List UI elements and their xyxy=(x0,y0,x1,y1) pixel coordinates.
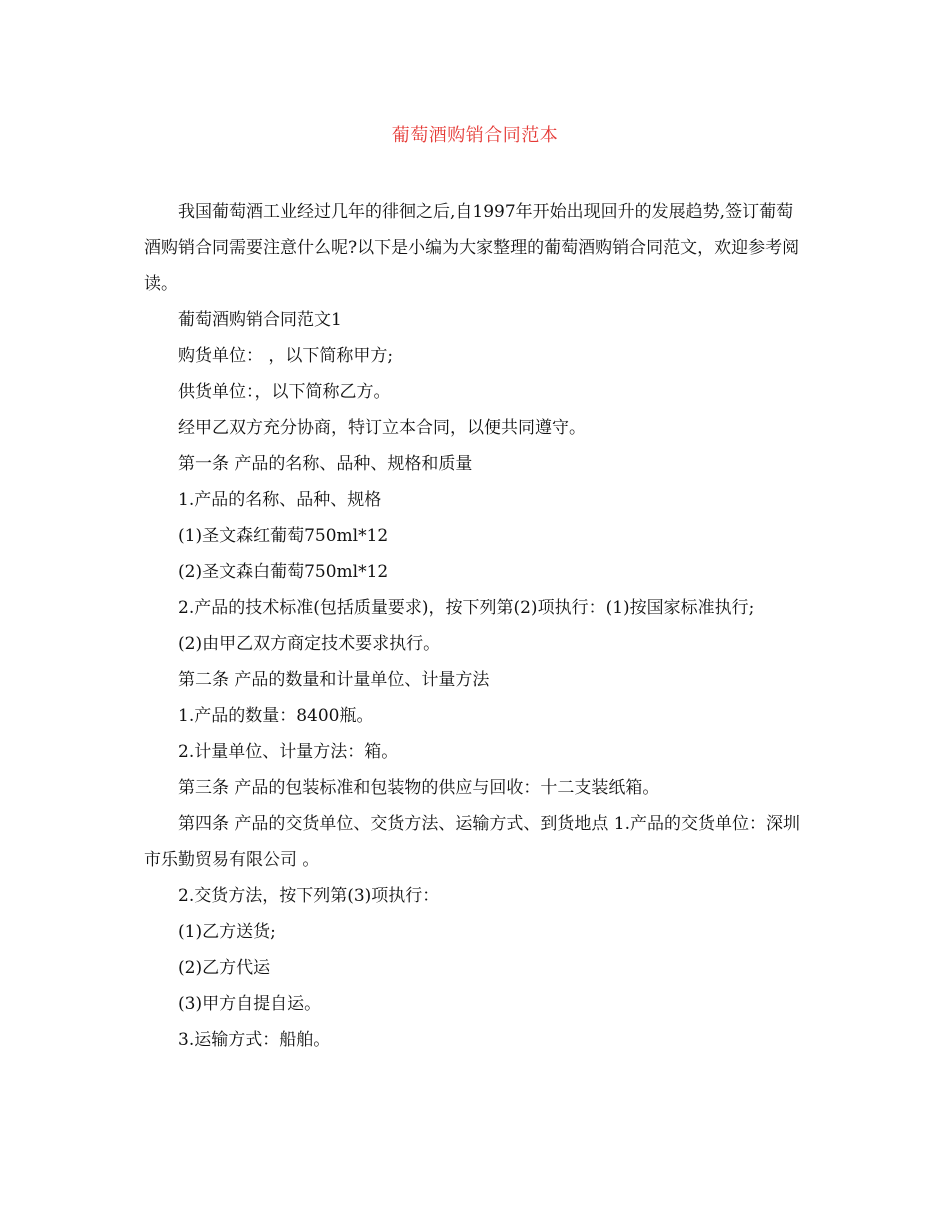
paragraph-transport: 3.运输方式：船舶。 xyxy=(178,1030,331,1050)
paragraph-article-1: 第一条 产品的名称、品种、规格和质量 xyxy=(178,454,473,474)
paragraph-buyer: 购货单位： ，以下简称甲方; xyxy=(178,346,394,366)
paragraph-article-3: 第三条 产品的包装标准和包装物的供应与回收：十二支装纸箱。 xyxy=(178,778,660,798)
paragraph-intro: 我国葡萄酒工业经过几年的徘徊之后,自1997年开始出现回升的发展趋势,签订葡萄酒购销合同需要注意什么呢?以下是小编为大家整理的葡萄酒购销合同范文，欢迎参考阅读。 xyxy=(144,202,800,294)
paragraph-product-spec: 1.产品的名称、品种、规格 xyxy=(178,490,382,510)
paragraph-unit: 2.计量单位、计量方法：箱。 xyxy=(178,742,399,762)
paragraph-product-white: (2)圣文森白葡萄750ml*12 xyxy=(178,562,389,582)
document-title: 葡萄酒购销合同范本 xyxy=(391,125,559,146)
paragraph-delivery-option-3: (3)甲方自提自运。 xyxy=(178,994,322,1014)
paragraph-tech-standard: 2.产品的技术标准(包括质量要求)，按下列第(2)项执行：(1)按国家标准执行; xyxy=(178,598,755,618)
paragraph-delivery-option-2: (2)乙方代运 xyxy=(178,958,271,978)
paragraph-quantity: 1.产品的数量：8400瓶。 xyxy=(178,706,374,726)
document-body xyxy=(144,194,804,1058)
paragraph-delivery-method: 2.交货方法，按下列第(3)项执行： xyxy=(178,886,440,906)
paragraph-supplier: 供货单位：，以下简称乙方。 xyxy=(178,382,391,402)
paragraph-agreement: 经甲乙双方充分协商，特订立本合同，以便共同遵守。 xyxy=(178,418,586,438)
paragraph-product-red: (1)圣文森红葡萄750ml*12 xyxy=(178,526,389,546)
paragraph-heading-template: 葡萄酒购销合同范文1 xyxy=(178,310,342,330)
paragraph-article-4: 第四条 产品的交货单位、交货方法、运输方式、到货地点 1.产品的交货单位：深圳市乐勤贸易有限公司 。 xyxy=(144,814,801,870)
paragraph-tech-negotiated: (2)由甲乙双方商定技术要求执行。 xyxy=(178,634,441,654)
paragraph-article-2: 第二条 产品的数量和计量单位、计量方法 xyxy=(178,670,490,690)
paragraph-delivery-option-1: (1)乙方送货; xyxy=(178,922,276,942)
